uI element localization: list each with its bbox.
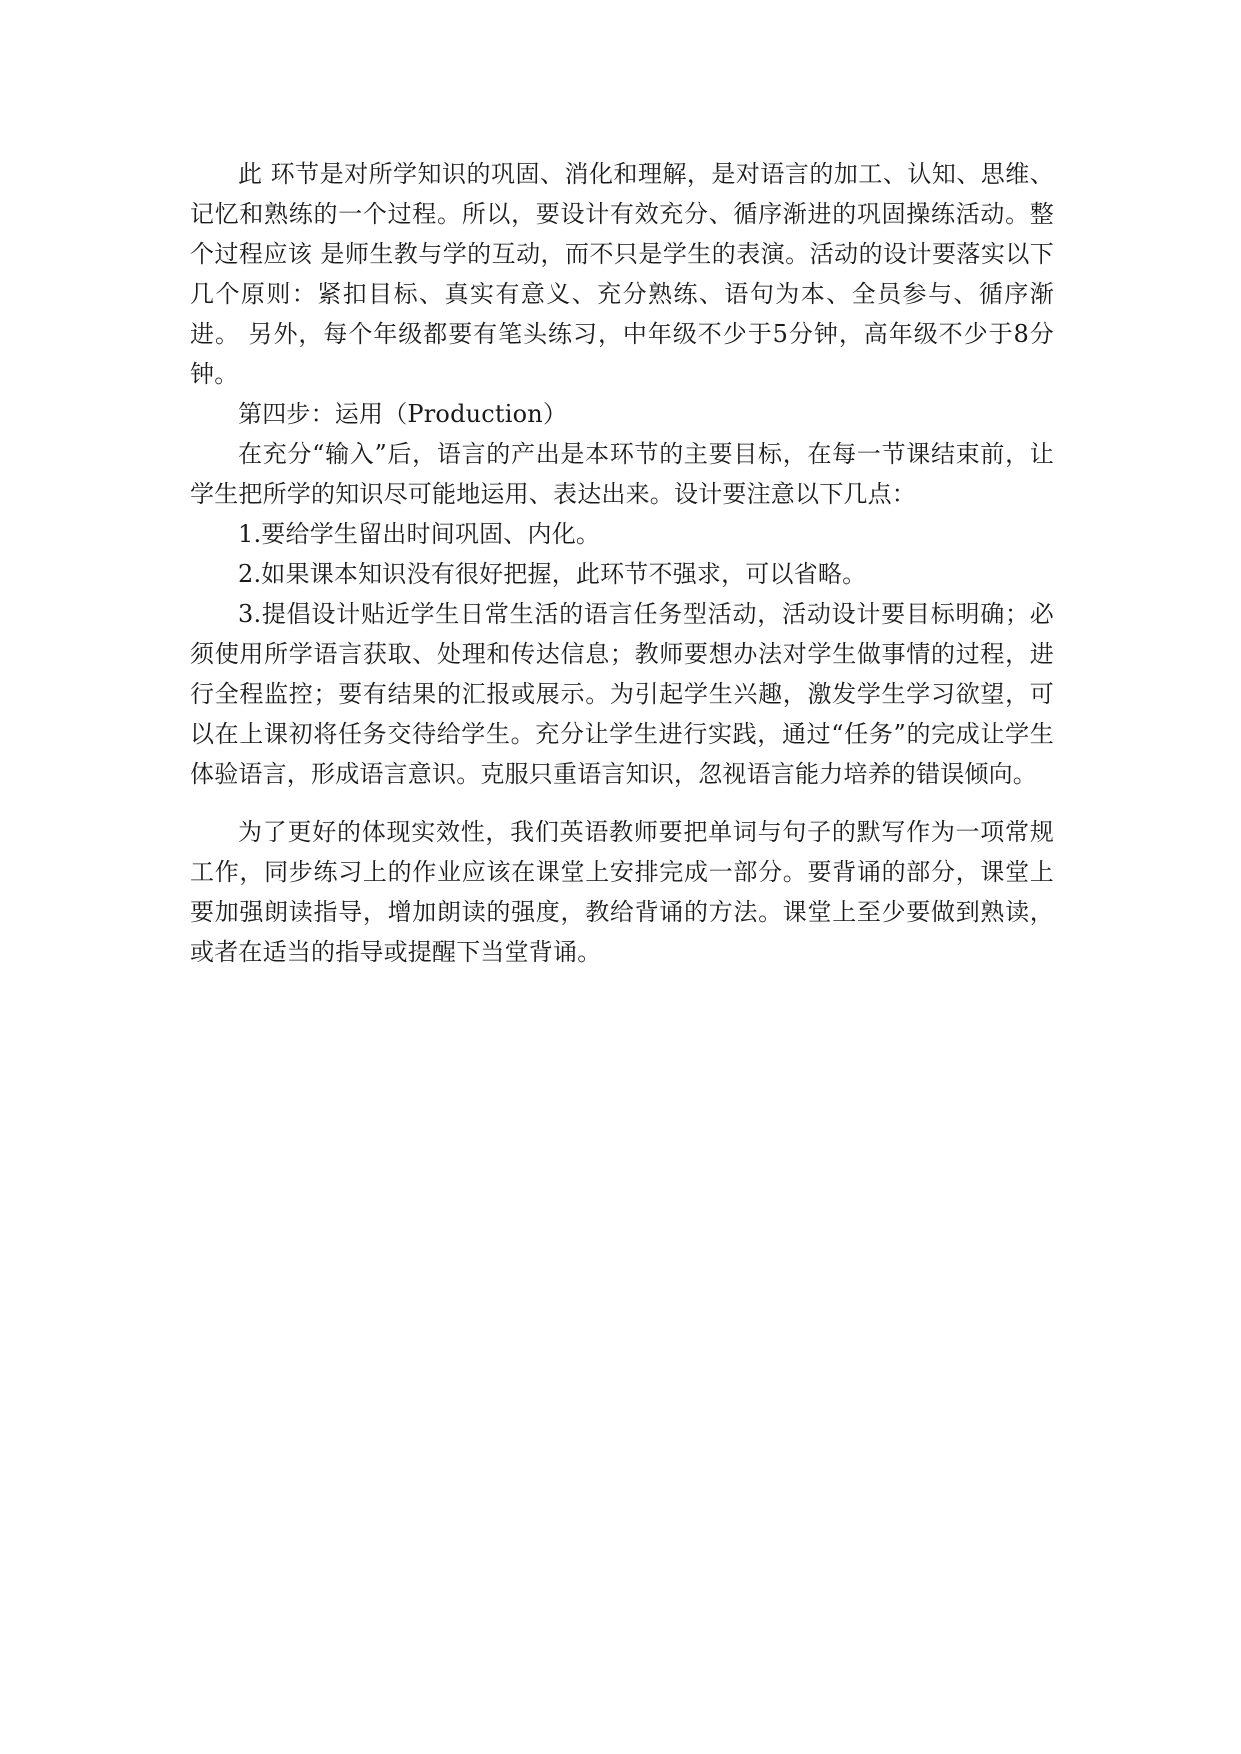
list-item-1: 1.要给学生留出时间巩固、内化。 <box>238 520 601 548</box>
paragraph-effectiveness: 为了更好的体现实效性，我们英语教师要把单词与句子的默写作为一项常规工作，同步练习上的作业应该在课堂上安排完成一部分。要背诵的部分，课堂上要加强朗读指导，增加朗读的强度，教给背诵的方法。课堂上至少要做到熟读，或者在适当的指导或提醒下当堂背诵。 <box>190 818 1054 966</box>
paragraph-production-intro: 在充分“输入”后，语言的产出是本环节的主要目标，在每一节课结束前，让学生把所学的知识尽可能地运用、表达出来。设计要注意以下几点： <box>190 440 1054 508</box>
list-item-3: 3.提倡设计贴近学生日常生活的语言任务型活动，活动设计要目标明确；必须使用所学语言获取、处理和传达信息；教师要想办法对学生做事情的过程，进行全程监控；要有结果的汇报或展示。为引起学生兴趣，激发学生学习欲望，可以在上课初将任务交待给学生。充分让学生进行实践，通过“任务”的完成让学生体验语言，形成语言意识。克服只重语言知识，忽视语言能力培养的错误倾向。 <box>190 600 1054 788</box>
document-body <box>190 154 1054 972</box>
paragraph-consolidation: 此 环节是对所学知识的巩固、消化和理解，是对语言的加工、认知、思维、记忆和熟练的一个过程。所以，要设计有效充分、循序渐进的巩固操练活动。整个过程应该 是师生教与学的互动，而不只是学生的表演。活动的设计要落实以下几个原则：紧扣目标、真实有意义、充分熟练、语句为本、全员参与、循序渐进。 另外，每个年级都要有笔头练习，中年级不少于5分钟，高年级不少于8分钟。 <box>190 160 1054 388</box>
list-item-2: 2.如果课本知识没有很好把握，此环节不强求，可以省略。 <box>238 560 867 588</box>
paragraph-step-four-heading: 第四步：运用（Production） <box>238 400 568 428</box>
